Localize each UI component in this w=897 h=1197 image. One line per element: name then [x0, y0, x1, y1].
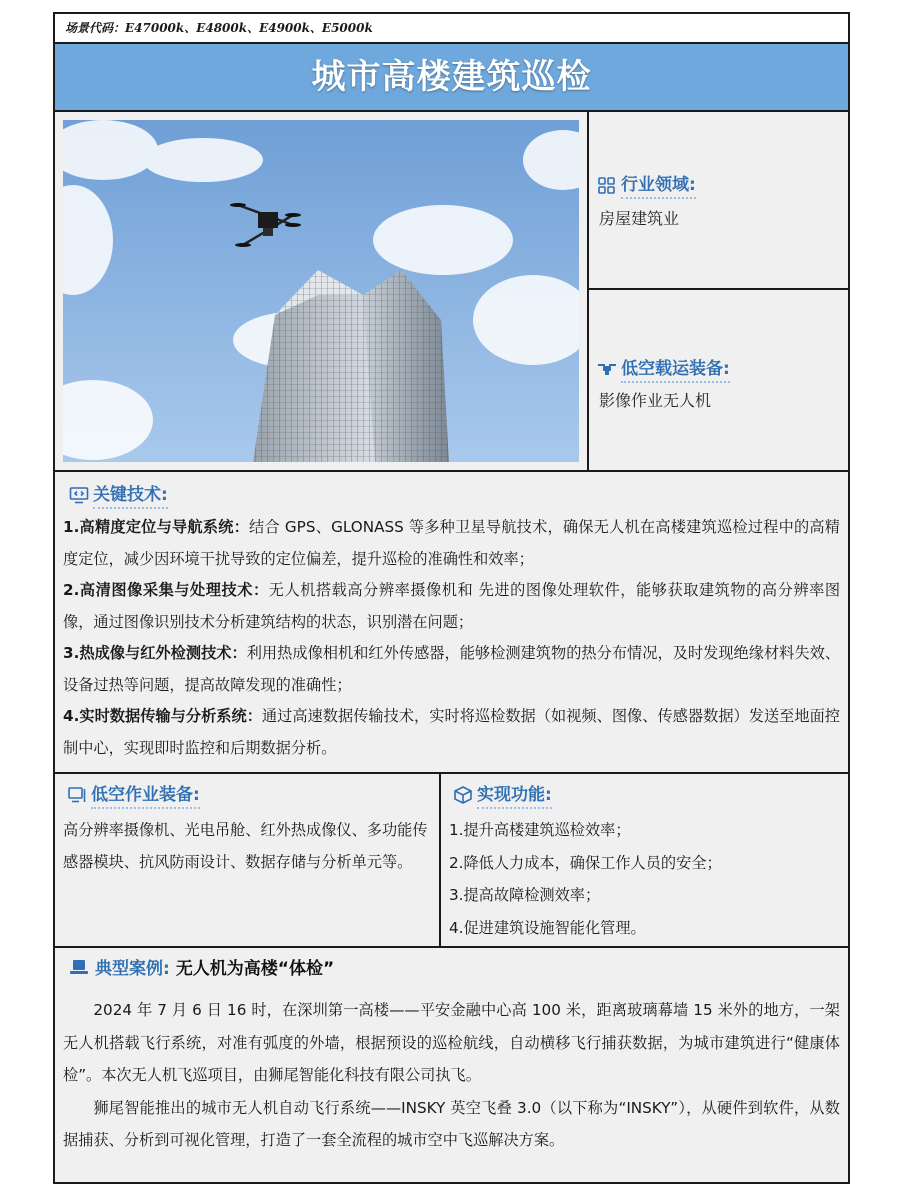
industry-value: 房屋建筑业 [599, 209, 680, 228]
monitor-icon [67, 785, 87, 805]
equipment-section [55, 774, 441, 948]
function-item: 1.提升高楼建筑巡检效率； [449, 821, 631, 839]
case-title: 无人机为高楼“体检” [175, 959, 335, 979]
case-heading [69, 954, 334, 979]
key-tech-section [55, 470, 848, 774]
case-paragraph: 2024 年 7 月 6 日 16 时，在深圳第一高楼——平安金融中心高 100 米，距离玻璃幕墙 15 米外的地方，一架无人机搭载飞行系统，对准有弧度的外墙，根据预设的巡检航线，自动横移飞行捕获数据，为城市建筑进行“健康体检”。本次无人机飞巡项目，由狮尾智能化科技有限公司执飞。 [63, 1001, 840, 1084]
carrier-value: 影像作业无人机 [599, 391, 712, 410]
tech-item-text: 通过高速数据传输技术，实时将巡检数据（如视频、图像、传感器数据）发送至地面控制中心，实现即时监控和后期数据分析。 [63, 707, 840, 757]
tech-item [63, 512, 840, 575]
equipment-text: 高分辨率摄像机、光电吊舱、红外热成像仪、多功能传感器模块、抗风防雨设计、数据存储与分析单元等。 [63, 821, 428, 871]
function-item: 2.降低人力成本，确保工作人员的安全； [449, 853, 722, 872]
carrier-heading [597, 354, 730, 383]
functions-section [441, 774, 848, 948]
key-tech-label: 关键技术: [93, 480, 168, 509]
drone-icon [597, 359, 617, 379]
functions-list [449, 814, 840, 944]
case-section [55, 948, 848, 1182]
tech-item [63, 575, 840, 638]
function-item: 3.提高故障检测效率； [449, 886, 601, 904]
case-paragraph: 狮尾智能推出的城市无人机自动飞行系统——INSKY 英空飞叠 3.0（以下称为“INSKY”），从硬件到软件，从数据捕获、分析到可视化管理，打造了一套全流程的城市空中飞巡解决方案。 [63, 1098, 840, 1149]
cube-icon [453, 785, 473, 805]
equipment-heading [67, 780, 200, 809]
drone-skyscraper-photo [63, 120, 579, 462]
page-title: 城市高楼建筑巡检 [55, 44, 848, 112]
tech-item [63, 701, 840, 764]
tech-item-title: 4.实时数据传输与分析系统： [63, 707, 262, 725]
carrier-cell [589, 290, 848, 470]
carrier-label: 低空载运装备: [621, 354, 730, 383]
tech-item-title: 1.高精度定位与导航系统： [63, 518, 250, 536]
tech-item-text: 无人机搭载高分辨率摄像机和 先进的图像处理软件，能够获取建筑物的高分辨率图像，通过图像识别技术分析建筑结构的状态，识别潜在问题； [63, 581, 841, 631]
function-item: 4.促进建筑设施智能化管理。 [449, 918, 646, 937]
tech-item-title: 2.高清图像采集与处理技术： [63, 581, 269, 599]
industry-cell [589, 112, 848, 290]
functions-label: 实现功能: [477, 780, 552, 809]
case-body [63, 994, 840, 1157]
functions-heading [453, 780, 552, 809]
industry-label: 行业领域: [621, 170, 696, 199]
scene-codes: 场景代码：E47000k、E4800k、E4900k、E5000k [55, 14, 848, 44]
case-label: 典型案例: [95, 959, 170, 979]
equipment-label: 低空作业装备: [91, 780, 200, 809]
tech-item-text: 结合 GPS、GLONASS 等多种卫星导航技术，确保无人机在高楼建筑巡检过程中的高精度定位，减少因环境干扰导致的定位偏差，提升巡检的准确性和效率； [63, 518, 840, 568]
tech-item [63, 638, 840, 701]
page-frame [53, 12, 850, 1184]
tech-item-text: 利用热成像相机和红外传感器，能够检测建筑物的热分布情况，及时发现绝缘材料失效、设备过热等问题，提高故障发现的准确性； [63, 644, 841, 694]
laptop-icon [69, 957, 89, 977]
code-monitor-icon [69, 485, 89, 505]
photo-cell [55, 112, 589, 470]
industry-heading [597, 170, 696, 199]
key-tech-list [63, 512, 840, 764]
grid-icon [597, 175, 617, 195]
tech-item-title: 3.热成像与红外检测技术： [63, 644, 247, 662]
key-tech-heading [69, 480, 168, 509]
